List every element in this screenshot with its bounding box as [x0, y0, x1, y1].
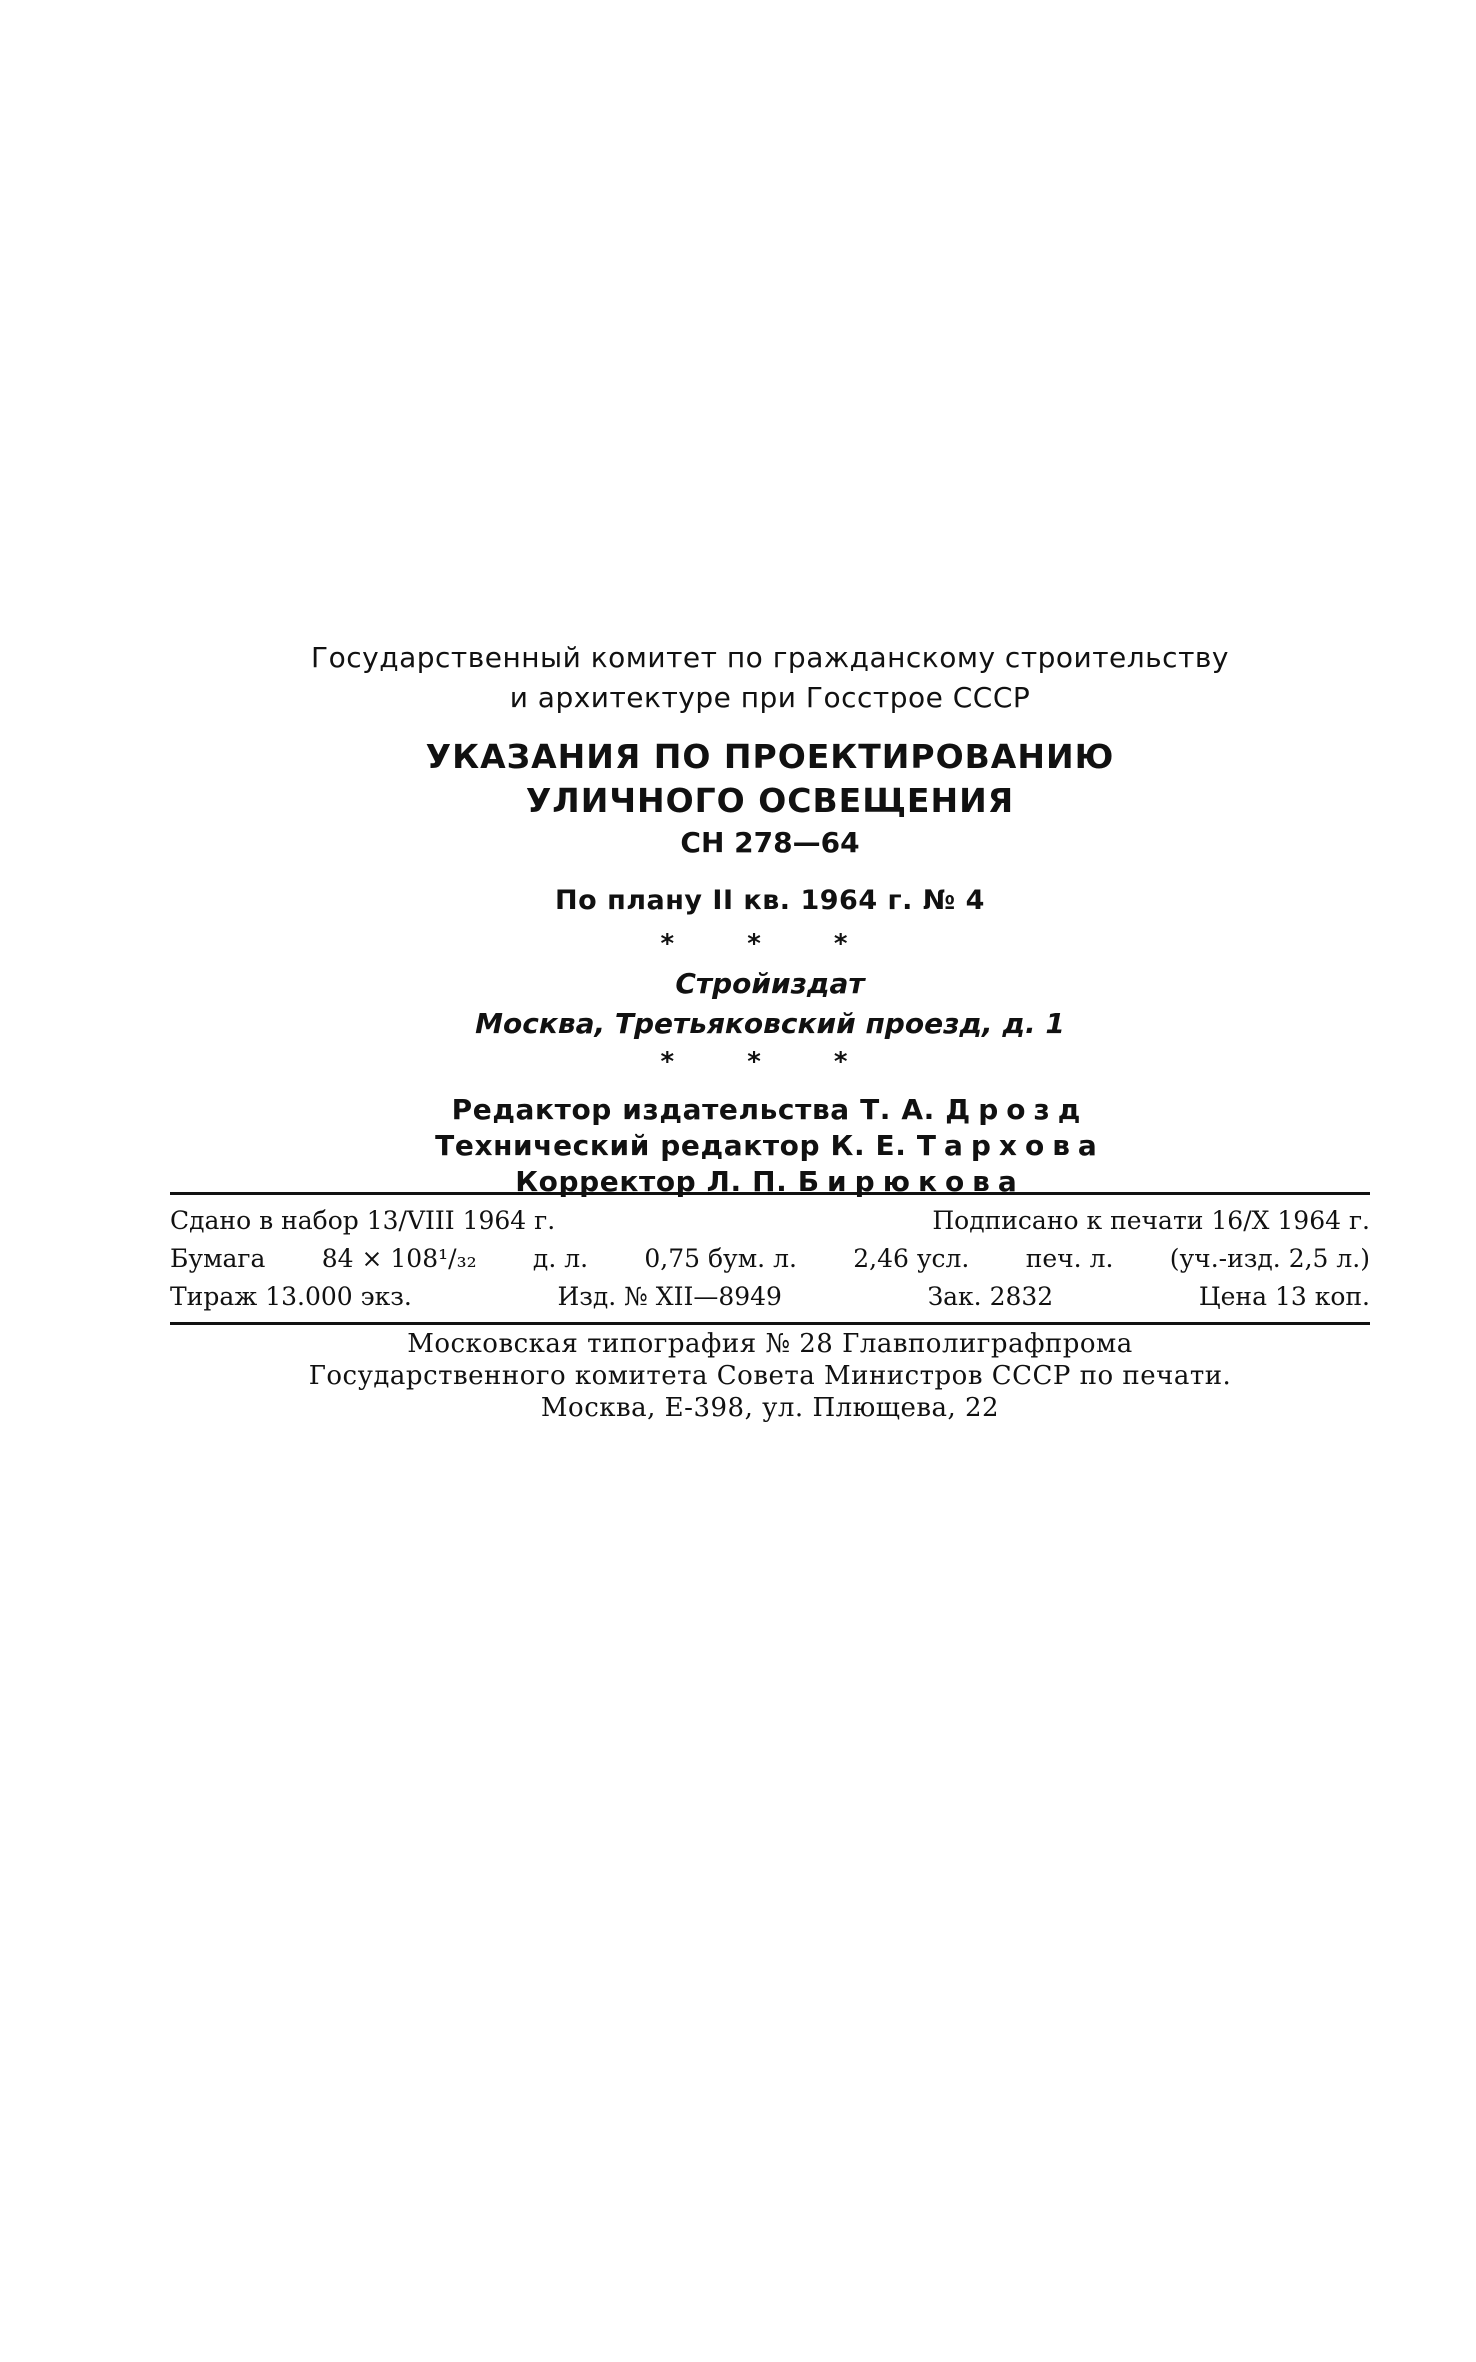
- publisher-info: [170, 964, 1370, 1044]
- conventional-sheets: 2,46 усл.: [853, 1244, 970, 1273]
- title-line-1: УКАЗАНИЯ ПО ПРОЕКТИРОВАНИЮ: [425, 737, 1115, 776]
- imprint-row-3: [170, 1278, 1370, 1316]
- typeset-date: Сдано в набор 13/VIII 1964 г.: [170, 1206, 556, 1235]
- signed-date: Подписано к печати 16/X 1964 г.: [932, 1206, 1370, 1235]
- printed-sheets-unit: печ. л.: [1025, 1244, 1114, 1273]
- publication-number: Изд. № XII—8949: [557, 1282, 782, 1311]
- printer-info: [170, 1328, 1370, 1424]
- printer-line-3: Москва, Е-398, ул. Плющева, 22: [540, 1393, 1000, 1423]
- imprint-row-1: [170, 1202, 1370, 1240]
- document-title: [170, 735, 1370, 823]
- publisher-sheets: (уч.-изд. 2,5 л.): [1169, 1244, 1370, 1273]
- credits: [170, 1092, 1370, 1200]
- imprint-block: [170, 1202, 1370, 1316]
- corrector-name: Бирюкова: [797, 1165, 1025, 1198]
- paper-label: Бумага: [170, 1244, 266, 1273]
- committee-line-1: Государственный комитет по гражданскому строительству: [311, 641, 1229, 674]
- separator-stars-2: * * *: [660, 1047, 880, 1077]
- title-line-2: УЛИЧНОГО ОСВЕЩЕНИЯ: [525, 781, 1015, 820]
- document-code: СН 278—64: [680, 826, 860, 859]
- credit-editor: [170, 1092, 1370, 1128]
- committee-heading: [170, 638, 1370, 718]
- paper-sheets: 0,75 бум. л.: [644, 1244, 797, 1273]
- printer-line-1: Московская типография № 28 Главполиграфпрома: [407, 1329, 1133, 1359]
- print-run: Тираж 13.000 экз.: [170, 1282, 412, 1311]
- printer-line-2: Государственного комитета Совета Министров СССР по печати.: [308, 1361, 1232, 1391]
- divider-top: [170, 1192, 1370, 1195]
- tech-editor-name: Тархова: [916, 1129, 1105, 1162]
- editor-name: Дрозд: [945, 1093, 1089, 1126]
- sheets-unit: д. л.: [532, 1244, 589, 1273]
- credit-tech-editor: [170, 1128, 1370, 1164]
- order-number: Зак. 2832: [927, 1282, 1054, 1311]
- imprint-row-2: [170, 1240, 1370, 1278]
- publication-plan: По плану II кв. 1964 г. № 4: [555, 885, 985, 916]
- committee-line-2: и архитектуре при Госстрое СССР: [509, 681, 1031, 714]
- publisher-name: Стройиздат: [675, 967, 865, 1000]
- separator-stars-1: * * *: [660, 929, 880, 959]
- price: Цена 13 коп.: [1198, 1282, 1370, 1311]
- tech-editor-role: Технический редактор К. Е.: [435, 1129, 907, 1162]
- paper-format: 84 × 108¹/₃₂: [321, 1244, 477, 1273]
- editor-role: Редактор издательства Т. А.: [451, 1093, 935, 1126]
- divider-bottom: [170, 1322, 1370, 1325]
- corrector-role: Корректор Л. П.: [515, 1165, 788, 1198]
- publisher-address: Москва, Третьяковский проезд, д. 1: [475, 1007, 1065, 1040]
